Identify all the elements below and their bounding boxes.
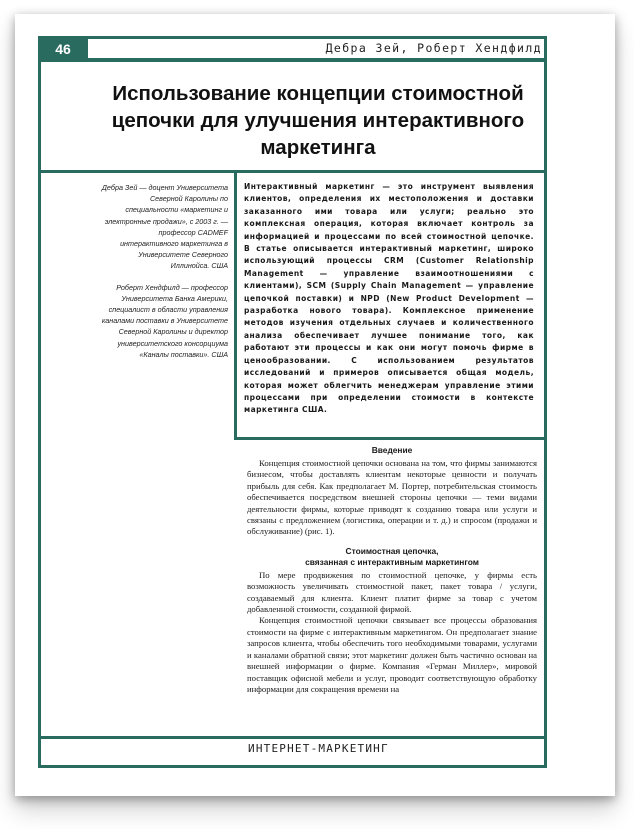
section-heading-value-chain	[247, 546, 537, 568]
footer-divider	[38, 736, 547, 739]
author-notes	[100, 182, 228, 370]
author-note-zei: Дебра Зей — доцент Университета Северной Каролины по специальности «маркетинг и электронные продажи», с 2003 г. — профессор CADMEF интерактивного маркетинга в Университете Северного Иллинойса. США	[101, 183, 228, 271]
column-divider	[234, 173, 237, 439]
article-title: Использование концепции стоимостной цепочки для улучшения интерактивного маркетинга	[111, 82, 525, 159]
abstract-divider	[234, 437, 547, 440]
value-chain-paragraph-1: По мере продвижения по стоимостной цепочке, у фирмы есть возможность увеличивать стоимостной пакет, пакет товара / услуги, создаваемый для клиента. Клиент платит фирме за товар с учетом добавленной стоимости, созданной фирмой.	[247, 569, 537, 615]
author-note-handfield: Роберт Хендфилд — профессор Университета Банка Америки, специалист в области управления каналами поставки в Университете Северной Каролины и директор университетского консорциума «Каналы поставки». США	[101, 282, 228, 359]
footer-title: ИНТЕРНЕТ-МАРКЕТИНГ	[248, 742, 389, 755]
running-head: Дебра Зей, Роберт Хендфилд	[325, 41, 542, 55]
title-divider	[38, 170, 547, 173]
page-number: 46	[38, 36, 88, 62]
article-abstract: Интерактивный маркетинг — это инструмент выявления клиентов, определения их местоположения и доставки заказанного ими товара или услуги; реально это комплексная операция, которая включает контроль за информацией и процессами по всей стоимостной цепочке. В статье описывается интерактивный маркетинг, широко использующий процессы CRM (Customer Relationship Management — управление взаимоотношениями с клиентами), SCM (Supply Chain Management — управление цепочкой поставки) и NPD (New Product Development — разработка нового товара). Комплексное применение методов изучения отдельных случаев и количественного анализа обеспечивает лучшее понимание того, как работают эти процессы и как они могут помочь фирме в ценообразовании. С использованием результатов исследований и примеров описывается общая модель, которая может облегчить менеджерам управление этими процессами при определении стоимости в контексте маркетинга США.	[244, 182, 534, 415]
intro-paragraph: Концепция стоимостной цепочки основана на том, что фирмы занимаются бизнесом, чтобы доставлять клиентам некоторые ценности и получать прибыль для себя. Как предполагает М. Портер, потребительская стоимость обеспечивается посредством внешней стороны цепочки — теми видами деятельности фирмы, которые приводят к созданию товара или услуги и связаны с предложением (логистика, операции и т. д.) и спросом (продажи и обслуживание) (рис. 1).	[247, 458, 537, 537]
section-heading-line-1: Стоимостная цепочка,	[345, 545, 439, 556]
value-chain-paragraph-2: Концепция стоимостной цепочки связывает все процессы образования стоимости на фирме с интерактивным маркетингом. Он предполагает знание запросов клиента, чтобы обеспечить того необходимыми товарами, услугами и каналами обратной связи; этот маркетинг должен быть частично основан на внешней информации о фирме. Компания «Герман Миллер», мировой поставщик офисной мебели и услуг, проводит соответствующую обработку информации для сокращения времени на	[247, 615, 537, 694]
section-heading-line-2: связанная с интерактивным маркетингом	[305, 556, 479, 567]
article-body	[247, 445, 537, 695]
section-heading-intro: Введение	[371, 445, 413, 455]
